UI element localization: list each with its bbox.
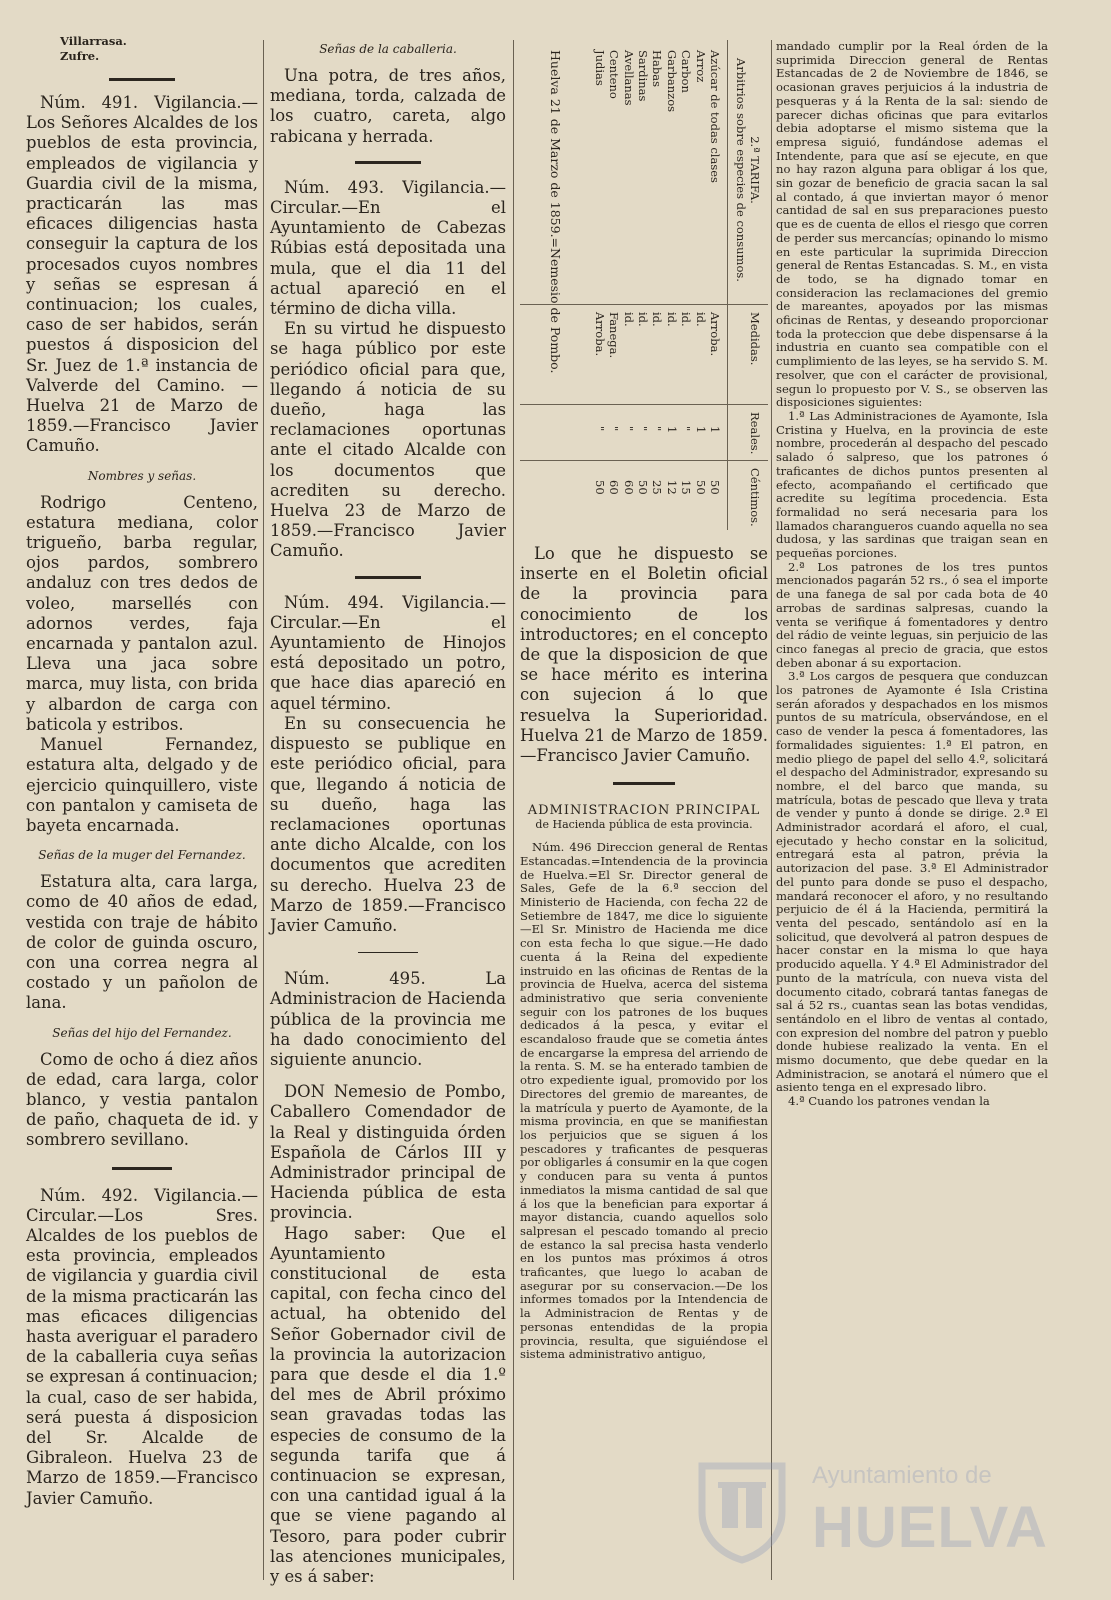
- table-cell-medida: Arroba.: [592, 312, 607, 357]
- table-cell-medida: id.: [636, 312, 651, 327]
- table-cell-centimos: 60: [621, 480, 636, 495]
- table-cell-reales: ": [621, 426, 636, 432]
- centimos-list: [592, 480, 722, 495]
- notice-496: Núm. 496 Direccion general de Rentas Estancadas.=Intendencia de la provincia de Huelva.=El Sr. Director general de Sales, Gefe de la 6.ª seccion del Ministerio de Hacienda, con fecha 22 de Setiembre de 1847, me dice lo siguiente —El Sr. Ministro de Hacienda me dice con esta fecha lo que sigue.—He dado cuenta á la Reina del expediente instruido en las oficinas de Rentas de la provincia de Huelva, acerca del sistema administrativo que seria conveniente seguir con los patrones de los buques dedicados á la pesca, y evitar el escandaloso fraude que se cometia ántes de encargarse la empresa del arriendo de la renta. S. M. se ha enterado tambien de otro expediente igual, promovido por los Directores del gremio de mareantes, de la matrícula y puerto de Ayamonte, de la misma provincia, en que se manifiestan los perjuicios que se siguen á los pescadores y traficantes de pesqueras por obligarles á consumir en la que cogen y conducen para su venta á puntos inmediatos la misma cantidad de sal que á los que la benefician para exportar á mayor distancia, cuando aquellos solo salpresan el pescado tomando al precio de estanco la sal precisa hasta venderlo en los puntos mas próximos á otros traficantes, que luego lo acaban de asegurar por su conservacion.—De los informes tomados por la Intendencia de la Administracion de Rentas y de personas entendidas de la propia provincia, resulta, que siguiéndose el sistema administrativo antiguo,: [520, 840, 768, 1362]
- notice-495: Núm. 495. La Administracion de Hacienda pública de la provincia me ha dado conocimiento del siguiente anuncio.: [270, 969, 506, 1069]
- table-row-item: Centeno: [607, 50, 622, 99]
- description-manuel: Manuel Fernandez, estatura alta, delgado y de ejercicio quinquillero, viste con pantalon y camiseta de bayeta encarnada.: [26, 735, 258, 835]
- table-cell-reales: 1: [708, 426, 722, 434]
- paragraph-continuation: mandado cumplir por la Real órden de la suprimida Direccion general de Rentas Estancadas de 2 de Noviembre de 1846, se ocasionan graves perjuicios á la industria de pesqueras y á la Renta de la sal: siendo de parecer dichas oficinas que para evitarlos debia adoptarse el mismo sistema que la empresa siguió, fundándose ademas el Intendente, para que así se ejecute, en que no hay razon alguna para obligar á los que, sin gozar de beneficio de gracia sacan la sal al contado, á que inviertan mayor ó menor cantidad de sal en sus preparaciones puesto que es de cuenta de ellos el riesgo que corren de perder sus mercancías; opinando lo mismo en este particular la suprimida Direccion general de Rentas Estancadas. S. M., en vista de todo, se ha dignado tomar en consideracion las reclamaciones del gremio de mareantes, apoyados por las mismas oficinas de Rentas, y deseando proporcionar toda la proteccion que debe dispensarse á la industria en cuanto sea compatible con el cumplimiento de las leyes, se ha servido S. M. resolver, que con el carácter de provisional, segun lo propuesto por V. S., se observen las disposiciones siguientes:: [776, 39, 1048, 410]
- tariff-table-area: [520, 40, 768, 530]
- tariff-title-block: [734, 50, 762, 290]
- table-rule: [520, 404, 768, 405]
- table-cell-reales: ": [650, 426, 665, 432]
- table-cell-centimos: 15: [679, 480, 694, 495]
- column-3: [520, 40, 768, 1362]
- table-cell-medida: Fanega.: [607, 312, 622, 359]
- column-rule: [263, 40, 264, 1580]
- subheading-caballeria: Señas de la caballeria.: [319, 42, 457, 56]
- column-4: [776, 40, 1048, 1109]
- archive-watermark: [688, 1448, 1048, 1576]
- tariff-table: [520, 40, 768, 530]
- paragraph-loque: Lo que he dispuesto se inserte en el Boletin oficial de la provincia para conocimiento de los introductores; en el concepto de que la disposicion de que se hace mérito es interina con sujecion á lo que resuelva la Superioridad. Huelva 21 de Marzo de 1859. —Francisco Javier Camuño.: [520, 544, 768, 766]
- table-rule: [727, 40, 728, 530]
- subheading-muger: Señas de la muger del Fernandez.: [38, 848, 246, 863]
- town-item: Zufre.: [60, 49, 100, 63]
- column-header-reales: Reales.: [748, 412, 762, 455]
- separator: [355, 161, 421, 164]
- notice-493: Núm. 493. Vigilancia.—Circular.—En el Ayuntamiento de Cabezas Rúbias está depositada una mula, que el dia 11 del actual apareció en el término de dicha villa.: [270, 177, 506, 319]
- table-cell-reales: ": [592, 426, 607, 432]
- announcement-don: DON Nemesio de Pombo, Caballero Comendador de la Real y distinguida órden Española de Cárlos III y Administrador principal de Hacienda pública de esta provincia.: [270, 1082, 506, 1223]
- description-rodrigo: Rodrigo Centeno, estatura mediana, color trigueño, barba regular, ojos pardos, sombrero andaluz con tres dedos de voleo, marsellés con adornos verdes, faja encarnada y pantalon azul. Lleva una jaca sobre marca, muy lista, con brida y albardon de carga con baticola y estribos.: [26, 492, 258, 734]
- disposition-4: 4.ª Cuando los patrones vendan la: [788, 1094, 990, 1109]
- announcement-hago: Hago saber: Que el Ayuntamiento constitucional de esta capital, con fecha cinco del actual, ha obtenido del Señor Gobernador civil de la provincia la autorizacion para que desde el dia 1.º del mes de Abril próximo sean gravadas todas las especies de consumo de la segunda tarifa que á continuacion se expresan, con una cantidad igual á la que se viene pagando al Tesoro, para poder cubrir las atenciones municipales, y es á saber:: [270, 1223, 506, 1587]
- notice-494: Núm. 494. Vigilancia.—Circular.—En el Ayuntamiento de Hinojos está depositado un potro, que hace dias apareció en aquel término.: [270, 592, 506, 713]
- column-1: [26, 34, 258, 1509]
- table-row-item: Habas: [650, 50, 665, 88]
- separator: [112, 1167, 172, 1170]
- table-row-item: Carbon: [679, 50, 694, 93]
- table-row-item: Azúcar de todas clases: [708, 50, 722, 183]
- notice-493-body: En su virtud he dispuesto se haga público por este periódico oficial para que, llegando á noticia de su dueño, haga las reclamaciones oportunas ante el citado Alcalde con los documentos que acrediten su derecho. Huelva 23 de Marzo de 1859.—Francisco Javier Camuño.: [270, 319, 506, 561]
- table-cell-centimos: 50: [708, 480, 722, 495]
- town-list: [26, 34, 258, 64]
- disposition-2: 2.ª Los patrones de los tres puntos mencionados pagarán 52 rs., ó sea el importe de una fanega de sal por cada bota de 40 arrobas de sardinas salpresas, cuando la venta se verifique á fomentadores y dentro del rádio de veinte leguas, sin perjuicio de las cinco fanegas al precio de gracia, que estos deben abonar á su exportacion.: [776, 559, 1048, 670]
- column-2: [270, 42, 506, 1587]
- column-header-medidas: Medidas.: [748, 312, 762, 366]
- description-muger: Estatura alta, cara larga, como de 40 años de edad, vestida con traje de hábito de color de guinda oscuro, con una correa negra al costado y un pañolon de lana.: [26, 872, 258, 1013]
- table-cell-centimos: 50: [636, 480, 651, 495]
- separator: [109, 78, 175, 81]
- table-cell-centimos: 50: [693, 480, 708, 495]
- separator: [358, 952, 418, 953]
- notice-491: Núm. 491. Vigilancia.—Los Señores Alcaldes de los pueblos de esta provincia, empleados de vigilancia y Guardia civil de la misma, practicarán las mas eficaces diligencias hasta conseguir la captura de los procesados cuyos nombres y señas se espresan á continuacion; los cuales, caso de ser habidos, serán puestos á disposicion del Sr. Juez de 1.ª instancia de Valverde del Camino. —Huelva 21 de Marzo de 1859.—Francisco Javier Camuño.: [26, 93, 258, 456]
- table-cell-medida: id.: [679, 312, 694, 327]
- notice-492: Núm. 492. Vigilancia.—Circular.—Los Sres. Alcaldes de los pueblos de esta provincia, empleados de vigilancia y guardia civil de la misma practicarán las mas eficaces diligencias hasta averiguar el paradero de la caballeria cuya señas se expresan á continuacion; la cual, caso de ser habida, será puesta á disposicion del Sr. Alcalde de Gibraleon. Huelva 23 de Marzo de 1859.—Francisco Javier Camuño.: [26, 1185, 258, 1508]
- description-hijo: Como de ocho á diez años de edad, cara larga, color blanco, y vestia pantalon de paño, chaqueta de id. y sombrero sevillano.: [26, 1049, 258, 1150]
- table-cell-medida: Arroba.: [708, 312, 722, 357]
- table-row-item: Avellanas: [621, 50, 636, 106]
- table-row-item: Judias: [592, 50, 607, 86]
- table-cell-centimos: 60: [607, 480, 622, 495]
- reales-list: [592, 426, 722, 433]
- column-rule: [771, 40, 772, 1580]
- tariff-subtitle: Arbitrios sobre especies de consumos.: [734, 58, 748, 282]
- subheading-hijo: Señas del hijo del Fernandez.: [52, 1025, 232, 1040]
- table-cell-medida: id.: [693, 312, 708, 327]
- disposition-1: 1.ª Las Administraciones de Ayamonte, Isla Cristina y Huelva, en la provincia de este nombre, procederán al despacho del pescado salado ó salpreso, que los patrones ó traficantes de dichos puntos presenten al efecto, acompañando el certificado que acredite su legítima procedencia. Esta formalidad no será necesaria para los llamados charangueros cuando aquella no sea dudosa, y las sardinas que traigan sean en pequeñas porciones.: [776, 408, 1048, 561]
- separator: [355, 576, 421, 579]
- measure-list: [592, 312, 722, 358]
- town-item: Villarrasa.: [60, 34, 127, 48]
- coat-of-arms-icon: [688, 1456, 796, 1564]
- table-cell-reales: 1: [693, 426, 708, 434]
- watermark-line1: Ayuntamiento de: [812, 1462, 992, 1489]
- table-cell-medida: id.: [621, 312, 636, 327]
- section-subheading: de Hacienda pública de esta provincia.: [535, 818, 753, 832]
- column-header-centimos: Céntimos.: [748, 468, 762, 527]
- tariff-title: 2.ª TARIFA.: [748, 136, 762, 204]
- table-cell-centimos: 12: [664, 480, 679, 495]
- table-row-item: Sardinas: [636, 50, 651, 102]
- table-cell-reales: ": [636, 426, 651, 432]
- table-cell-reales: ": [607, 426, 622, 432]
- table-row-item: Garbanzos: [664, 50, 679, 113]
- watermark-line2: HUELVA: [812, 1495, 1048, 1560]
- table-cell-medida: id.: [664, 312, 679, 327]
- table-cell-reales: 1: [664, 426, 679, 434]
- description-potra: Una potra, de tres años, mediana, torda, calzada de los cuatro, careta, algo rabicana y herrada.: [270, 66, 506, 146]
- section-heading: ADMINISTRACION PRINCIPAL: [527, 803, 761, 819]
- disposition-3: 3.ª Los cargos de pesquera que conduzcan los patrones de Ayamonte é Isla Cristina serán aforados y despachados en los mismos puntos de su matrícula, observándose, en el caso de vender la pesca á fomentadores, las formalidades siguientes: 1.ª El patron, en medio pliego de papel del sello 4.º, solicitará el despacho del Administrador, expresando su nombre, el del barco que manda, su matrícula, botas de pescado que lleva y trata de vender y punto á donde se dirige. 2.ª El Administrador acordará el aforo, el cual, ejecutado y hecho constar en la solicitud, entregará esta al patron, prévia la autorizacion del pase. 3.ª El Administrador del punto para donde se puso el despacho, mandará reconocer el aforo, y no resultando perjuicio de él á la Hacienda, permitirá la venta del pescado, sentándolo así en la solicitud, que devolverá al patron despues de hacer constar en la misma lo que haya producido aquella. Y 4.ª El Administrador del punto de la matrícula, con nueva vista del documento citado, cobrará tantas fanegas de sal á 52 rs., cuantas sean las botas vendidas, sentándolo en el libro de ventas al contado, con expresion del nombre del patron y pueblo donde hubiese realizado la venta. En el mismo documento, que debe quedar en la Administracion, se anotará el número que el asiento tenga en el expresado libro.: [776, 669, 1048, 1095]
- notice-494-body: En su consecuencia he dispuesto se publique en este periódico oficial, para que, llegando á noticia de su dueño, haga las reclamaciones oportunas ante dicho Alcalde, con los documentos que acrediten su derecho. Huelva 23 de Marzo de 1859.—Francisco Javier Camuño.: [270, 713, 506, 935]
- table-row-item: Arroz: [693, 50, 708, 83]
- table-rule: [520, 460, 768, 461]
- separator: [613, 782, 675, 785]
- item-list: [592, 50, 722, 310]
- table-cell-centimos: 50: [592, 480, 607, 495]
- subheading-nombres: Nombres y señas.: [87, 468, 197, 483]
- table-cell-centimos: 25: [650, 480, 665, 495]
- tariff-signature: Huelva 21 de Marzo de 1859.=Nemesio de Pombo.: [548, 50, 563, 374]
- table-cell-reales: ": [679, 426, 694, 432]
- table-cell-medida: id.: [650, 312, 665, 327]
- column-rule: [513, 40, 514, 1580]
